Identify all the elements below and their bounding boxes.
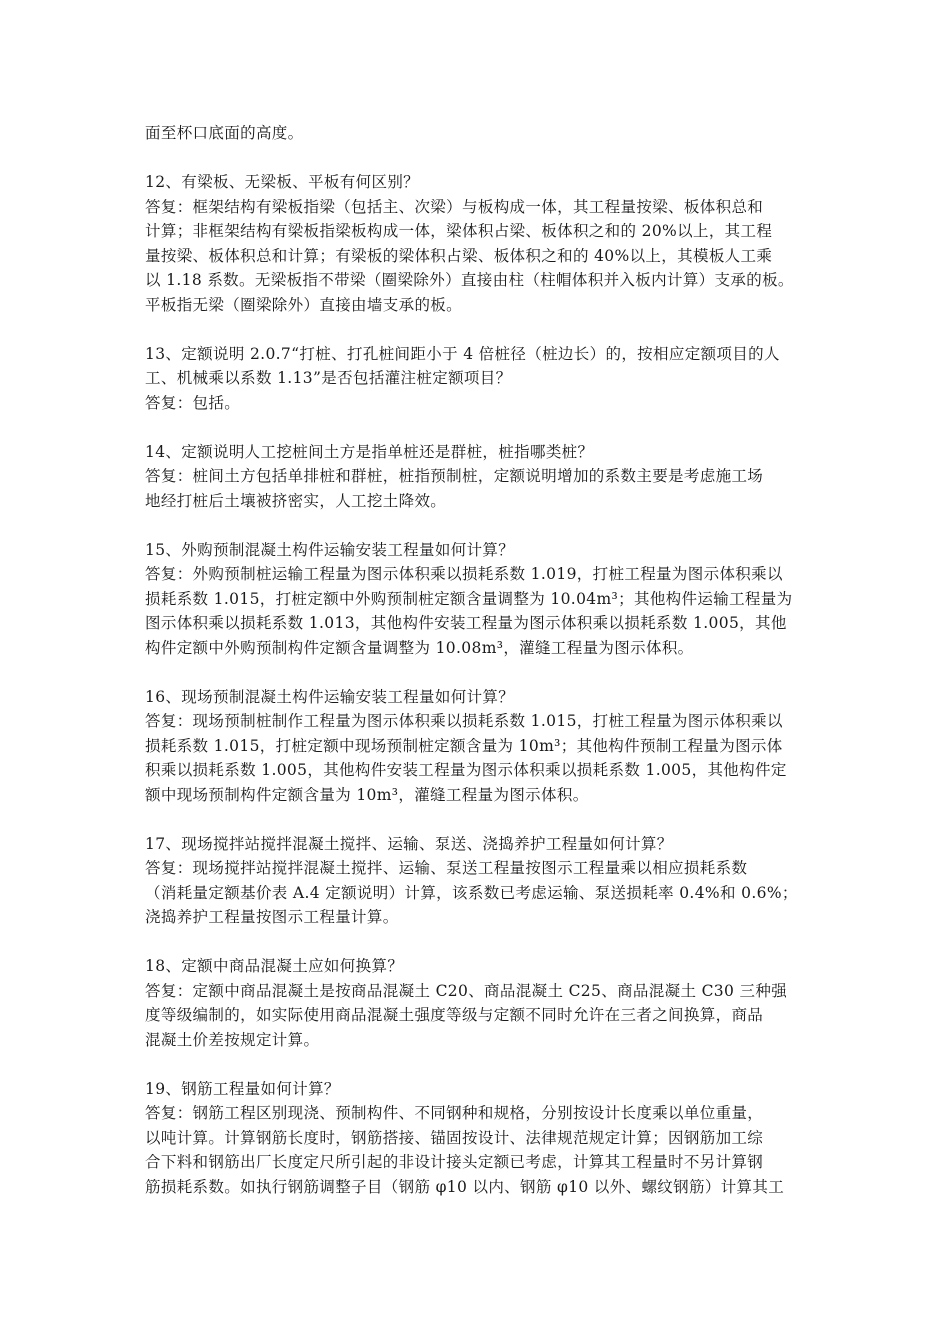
question-13-cont: 工、机械乘以系数 1.13”是否包括灌注桩定额项目？ [145,369,512,387]
answer-line: 度等级编制的，如实际使用商品混凝土强度等级与定额不同时允许在三者之间换算，商品 [145,1006,764,1024]
qa-item-14 [145,440,813,514]
answer-line: 浇捣养护工程量按图示工程量计算。 [145,908,399,926]
qa-item-18 [145,954,813,1052]
answer-line: 答复：现场搅拌站搅拌混凝土搅拌、运输、泵送工程量按图示工程量乘以相应损耗系数 [145,859,748,877]
answer-line: 筋损耗系数。如执行钢筋调整子目（钢筋 φ10 以内、钢筋 φ10 以外、螺纹钢筋）计算其工 [145,1177,785,1196]
answer-line: 合下料和钢筋出厂长度定尺所引起的非设计接头定额已考虑，计算其工程量时不另计算钢 [145,1153,764,1171]
question-17: 17、现场搅拌站搅拌混凝土搅拌、运输、泵送、浇捣养护工程量如何计算？ [145,834,673,853]
answer-line: 混凝土价差按规定计算。 [145,1030,320,1049]
answer-line: 答复：桩间土方包括单排桩和群桩，桩指预制桩，定额说明增加的系数主要是考虑施工场 [145,467,764,485]
qa-item-17 [145,832,813,930]
answer-line: 以吨计算。计算钢筋长度时，钢筋搭接、锚固按设计、法律规范规定计算；因钢筋加工综 [145,1128,764,1147]
answer-line: 构件定额中外购预制构件定额含量调整为 10.08m³，灌缝工程量为图示体积。 [145,638,694,657]
answer-line: 答复：定额中商品混凝土是按商品混凝土 C20、商品混凝土 C25、商品混凝土 C30 三种强 [145,981,788,1000]
answer-line: 损耗系数 1.015，打桩定额中外购预制桩定额含量调整为 10.04m³；其他构件运输工程量为 [145,589,793,608]
answer-line: 地经打桩后土壤被挤密实，人工挖土降效。 [145,491,447,510]
question-16: 16、现场预制混凝土构件运输安装工程量如何计算？ [145,687,515,706]
answer-line: 计算；非框架结构有梁板指梁板构成一体，梁体积占梁、板体积之和的 20%以上，其工程 [145,222,773,240]
answer-line: 答复：钢筋工程区别现浇、预制构件、不同钢种和规格，分别按设计长度乘以单位重量， [145,1104,764,1122]
answer-line: （消耗量定额基价表 A.4 定额说明）计算，该系数已考虑运输、泵送损耗率 0.4%和 0.6%； [145,883,798,902]
question-14: 14、定额说明人工挖桩间土方是指单桩还是群桩，桩指哪类桩？ [145,442,594,461]
answer-line: 损耗系数 1.015，打桩定额中现场预制桩定额含量为 10m³；其他构件预制工程量为图示体 [145,736,783,755]
answer-line: 以 1.18 系数。无梁板指不带梁（圈梁除外）直接由柱（柱帽体积并入板内计算）支承的板。 [145,271,794,289]
answer-line: 答复：包括。 [145,393,241,412]
answer-line: 平板指无梁（圈梁除外）直接由墙支承的板。 [145,295,463,314]
qa-item-19 [145,1077,813,1200]
answer-line: 量按梁、板体积总和计算；有梁板的梁体积占梁、板体积之和的 40%以上，其模板人工乘 [145,246,773,265]
document-page [145,121,813,1199]
qa-item-13 [145,342,813,416]
question-15: 15、外购预制混凝土构件运输安装工程量如何计算？ [145,540,515,559]
answer-line: 答复：框架结构有梁板指梁（包括主、次梁）与板构成一体，其工程量按梁、板体积总和 [145,197,764,216]
answer-line: 答复：外购预制桩运输工程量为图示体积乘以损耗系数 1.019，打桩工程量为图示体积乘以 [145,565,783,583]
answer-line: 图示体积乘以损耗系数 1.013，其他构件安装工程量为图示体积乘以损耗系数 1.005，其他 [145,614,787,632]
question-13: 13、定额说明 2.0.7“打桩、打孔桩间距小于 4 倍桩径（桩边长）的，按相应定额项目的人 [145,344,780,363]
question-19: 19、钢筋工程量如何计算？ [145,1079,340,1098]
intro-line: 面至杯口底面的高度。 [145,124,304,142]
qa-item-16 [145,685,813,808]
answer-line: 答复：现场预制桩制作工程量为图示体积乘以损耗系数 1.015，打桩工程量为图示体积乘以 [145,712,783,730]
qa-item-12 [145,170,813,317]
question-12: 12、有梁板、无梁板、平板有何区别？ [145,173,420,191]
qa-item-15 [145,538,813,661]
answer-line: 积乘以损耗系数 1.005，其他构件安装工程量为图示体积乘以损耗系数 1.005，其他构件定 [145,761,787,779]
question-18: 18、定额中商品混凝土应如何换算？ [145,957,404,975]
answer-line: 额中现场预制构件定额含量为 10m³，灌缝工程量为图示体积。 [145,785,589,804]
